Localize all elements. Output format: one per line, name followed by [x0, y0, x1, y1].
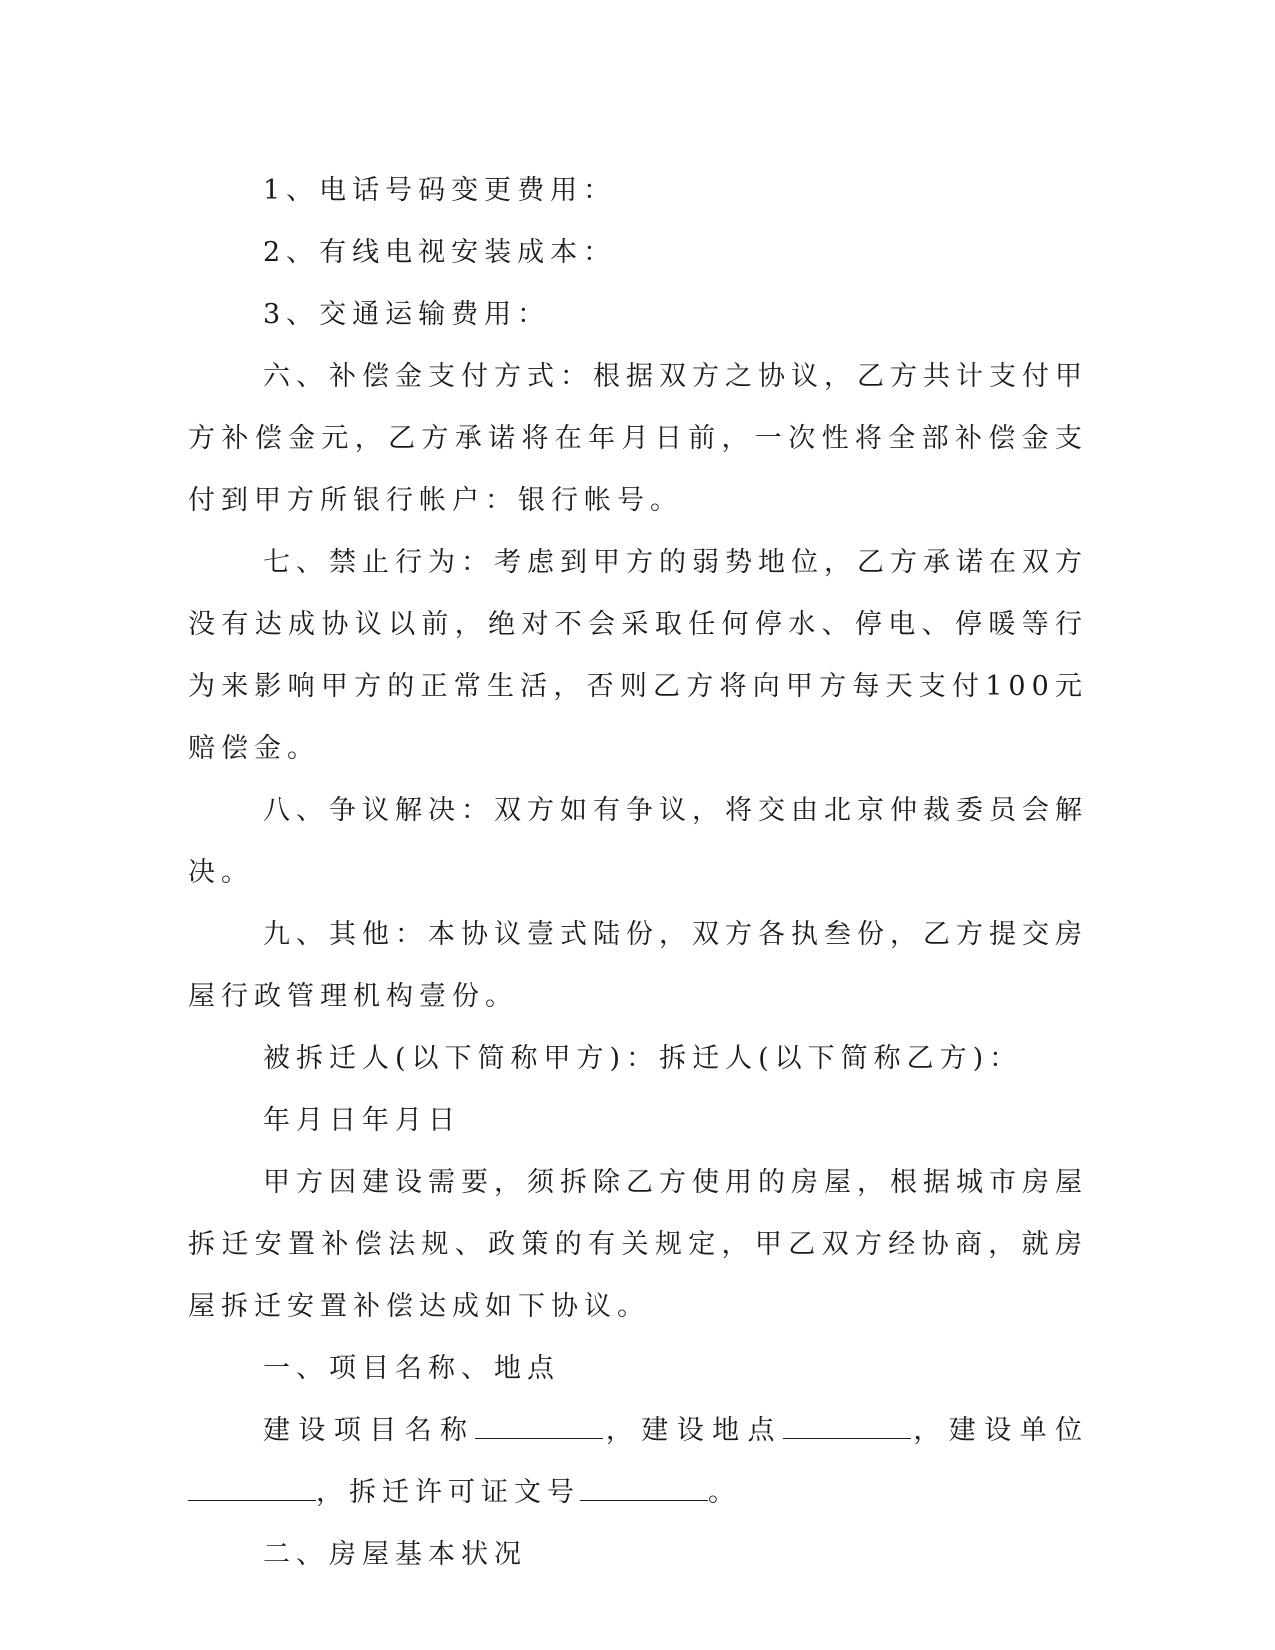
paragraph-other: 九、其他：本协议壹式陆份，双方各执叁份，乙方提交房屋行政管理机构壹份。 — [188, 919, 1088, 1012]
paragraph-dispute-resolution: 八、争议解决：双方如有争议，将交由北京仲裁委员会解决。 — [188, 795, 1088, 888]
paragraph-transport-fee: 3、交通运输费用： — [263, 299, 551, 330]
paragraph-payment-method: 六、补偿金支付方式：根据双方之协议，乙方共计支付甲方补偿金元，乙方承诺将在年月日前，一次性将全部补偿金支付到甲方所银行帐户：银行帐号。 — [188, 361, 1088, 516]
blank-permit-number — [580, 1478, 708, 1501]
paragraph-prohibited-acts: 七、禁止行为：考虑到甲方的弱势地位，乙方承诺在双方没有达成协议以前，绝对不会采取任何停水、停电、停暖等行为来影响甲方的正常生活，否则乙方将向甲方每天支付100元赔偿金。 — [188, 547, 1088, 764]
paragraph-cable-tv-fee: 2、有线电视安装成本： — [263, 237, 617, 268]
heading-house-basic-status: 二、房屋基本状况 — [263, 1539, 527, 1570]
label-permit-number: ，拆迁许可证文号 — [316, 1477, 580, 1508]
paragraph-phone-fee: 1、电话号码变更费用： — [263, 175, 617, 206]
label-period: 。 — [708, 1477, 741, 1508]
blank-construction-site — [783, 1416, 911, 1439]
blank-project-name — [475, 1416, 603, 1439]
document-body — [188, 160, 1088, 1586]
heading-project-name-location: 一、项目名称、地点 — [263, 1353, 560, 1384]
label-construction-unit: ，建设单位 — [910, 1415, 1089, 1446]
paragraph-preamble: 甲方因建设需要，须拆除乙方使用的房屋，根据城市房屋拆迁安置补偿法规、政策的有关规定，甲乙双方经协商，就房屋拆迁安置补偿达成如下协议。 — [188, 1167, 1088, 1322]
paragraph-signatories: 被拆迁人(以下简称甲方)：拆迁人(以下简称乙方)： — [263, 1043, 1023, 1074]
label-construction-site: ，建设地点 — [603, 1415, 783, 1446]
blank-construction-unit — [188, 1478, 316, 1501]
paragraph-project-details — [188, 1400, 1088, 1524]
paragraph-dates: 年月日年月日 — [263, 1105, 461, 1136]
label-project-name: 建设项目名称 — [263, 1415, 476, 1446]
